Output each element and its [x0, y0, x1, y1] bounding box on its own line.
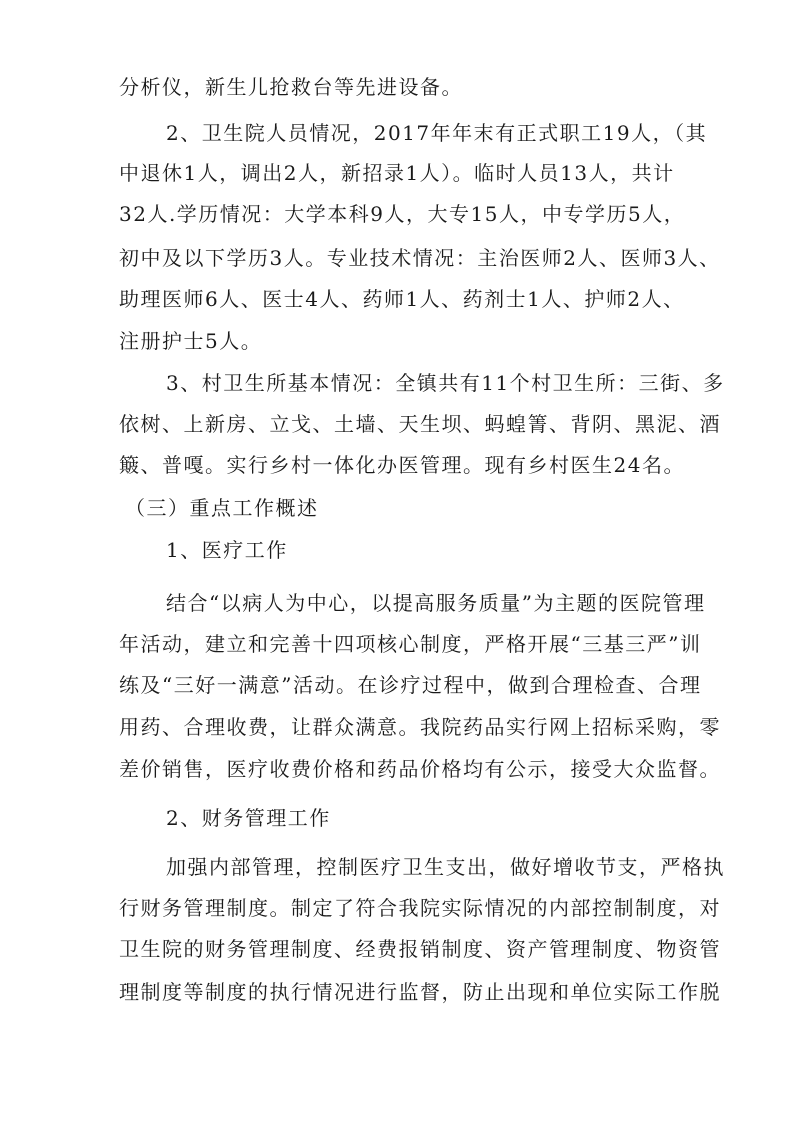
text-line: 练及“三好一满意”活动。在诊疗过程中，做到合理检查、合理 [119, 673, 702, 697]
section-heading: （三）重点工作概述 [125, 496, 319, 520]
text-line: 3、村卫生所基本情况：全镇共有11个村卫生所：三街、多 [166, 371, 725, 395]
text-line: 年活动，建立和完善十四项核心制度，严格开展“三基三严”训 [119, 632, 702, 656]
text-line: 加强内部管理，控制医疗卫生支出，做好增收节支，严格执 [166, 855, 725, 879]
text-line: 依树、上新房、立戈、土墙、天生坝、蚂蝗箐、背阴、黑泥、酒 [119, 412, 721, 436]
text-line: 结合“以病人为中心，以提高服务质量”为主题的医院管理 [166, 591, 706, 615]
text-line: 理制度等制度的执行情况进行监督，防止出现和单位实际工作脱 [119, 980, 721, 1004]
text-line: 初中及以下学历3人。专业技术情况：主治医师2人、医师3人、 [119, 246, 721, 270]
text-line: 差价销售，医疗收费价格和药品价格均有公示，接受大众监督。 [119, 757, 721, 781]
text-line: 中退休1人，调出2人，新招录1人）。临时人员13人，共计 [119, 161, 675, 185]
text-line: 分析仪，新生儿抢救台等先进设备。 [119, 75, 463, 99]
text-line: 2、卫生院人员情况，2017年年末有正式职工19人，（其 [166, 121, 708, 145]
text-line: 行财务管理制度。制定了符合我院实际情况的内部控制制度，对 [119, 896, 721, 920]
subsection-heading: 2、财务管理工作 [166, 806, 331, 830]
text-line: 注册护士5人。 [119, 329, 263, 353]
text-line: 簸、普嘎。实行乡村一体化办医管理。现有乡村医生24名。 [119, 453, 685, 477]
text-line: 助理医师6人、医士4人、药师1人、药剂士1人、护师2人、 [119, 287, 685, 311]
text-line: 32人.学历情况：大学本科9人，大专15人，中专学历5人， [119, 202, 686, 226]
text-line: 用药、合理收费，让群众满意。我院药品实行网上招标采购，零 [119, 715, 721, 739]
text-line: 卫生院的财务管理制度、经费报销制度、资产管理制度、物资管 [119, 937, 721, 961]
subsection-heading: 1、医疗工作 [166, 538, 288, 562]
